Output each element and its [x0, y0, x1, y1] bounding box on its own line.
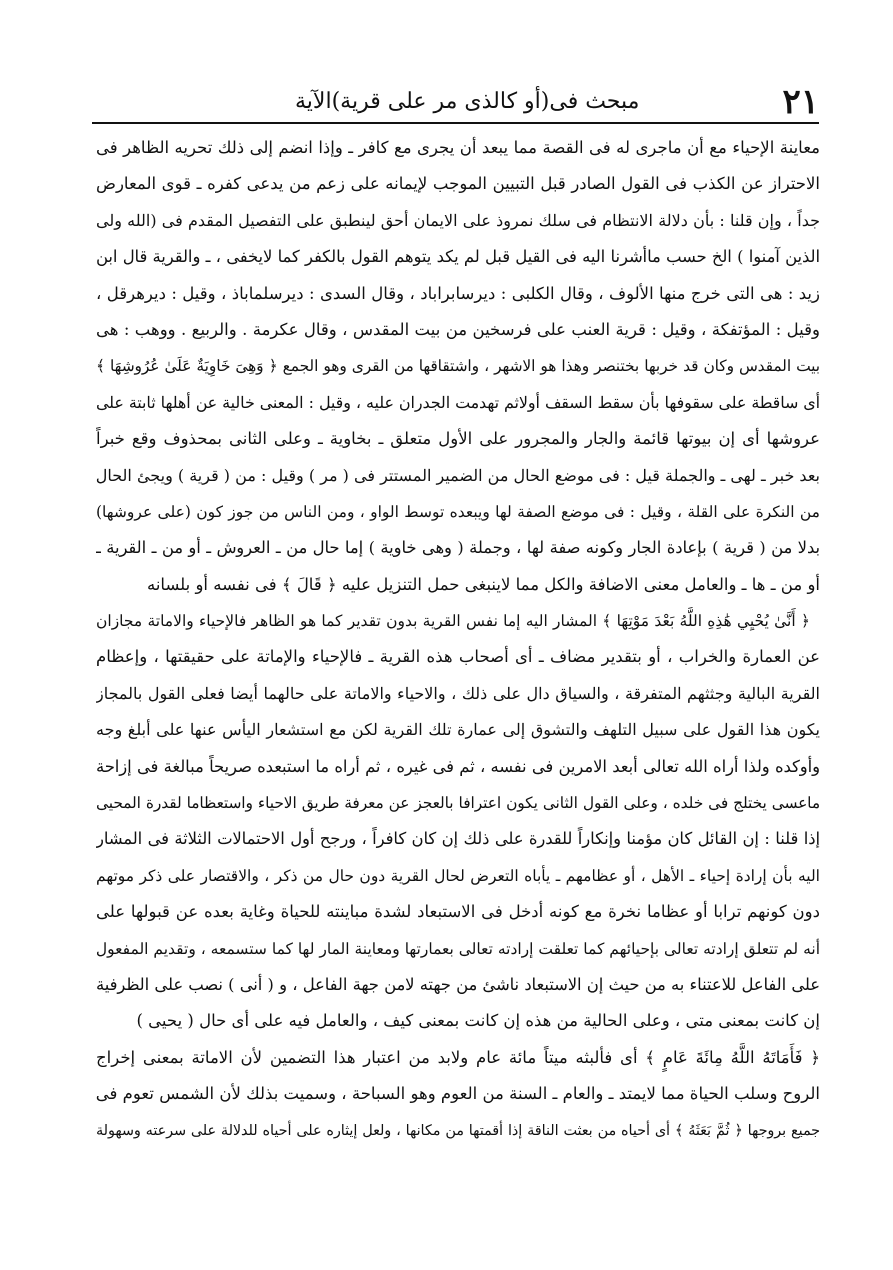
page-number: ٢١ [782, 82, 819, 122]
text-line: عن العمارة والخراب ، أو بتقدير مضاف ـ أى أصحاب هذه القرية ـ فالإحياء والإماتة على حقيقتها ، وإعظام [96, 647, 820, 667]
text-line: إن كانت بمعنى متى ، وعلى الحالية من هذه إن كانت بمعنى كيف ، والعامل فيه على أى حال ( يحيى ) [136, 1011, 820, 1031]
text-line: أنه لم تتعلق إرادته تعالى بإحيائهم كما تعلقت إرادته تعالى بعمارتها ومعاينة المار لها كما ستسمعه ، وتقديم المفعول [96, 939, 820, 958]
text-line: من النكرة على القلة ، وقيل : فى موضع الصفة لها ويبعده توسط الواو ، ومن الناس من جوز كون (على عروشها) [96, 502, 820, 521]
text-line: القرية البالية وجثثهم المتفرقة ، والسياق دال على ذلك ، والاحياء والاماتة على حالهما أيضا فعلى القول بالمجاز [96, 683, 820, 703]
text-line: الروح وسلب الحياة مما لايمتد ـ والعام ـ السنة من العوم وهو السباحة ، وسميت بذلك لأن الشمس تعوم فى [96, 1084, 820, 1104]
text-line: وقيل : المؤتفكة ، وقيل : قرية العنب على فرسخين من بيت المقدس ، وقال عكرمة . والربيع . ووهب : هى [96, 319, 820, 339]
text-line: بدلا من ( قرية ) بإعادة الجار وكونه صفة لها ، وجملة ( وهى خاوية ) إما حال من ـ العروش ـ أو من ـ القرية ـ [96, 538, 820, 558]
text-line: يكون هذا القول على سبيل التلهف والتشوق إلى عمارة تلك القرية لكن مع استشعار اليأس عنها على أبلغ وجه [96, 720, 820, 740]
text-line: جداً ، وإن قلنا : بأن دلالة الانتظام فى سلك نمروذ على الايمان أحق لينطبق على التفصيل المقدم فى (الله ولى [96, 210, 820, 230]
text-line: بيت المقدس وكان قد خربها بختنصر وهذا هو الاشهر ، واشتقاقها من القرى وهو الجمع ﴿ وَهِىَ خَاوِيَةٌ عَلَىٰ عُرُوشِهَا ﴾ [96, 357, 820, 376]
text-line: ﴿ فَأَمَاتَهُ اللَّهُ مِائَةَ عَامٍ ﴾ أى فألبثه ميتاً مائة عام ولابد من اعتبار هذا التضمين لأن الاماتة بمعنى إخراج [96, 1047, 820, 1067]
text-line: أو من ـ ها ـ والعامل معنى الاضافة والكل مما لاينبغى حمل التنزيل عليه ﴿ قَالَ ﴾ فى نفسه أو بلسانه [146, 574, 820, 594]
text-line: جميع بروجها ﴿ ثُمَّ بَعَثَهُ ﴾ أى أحياه من بعثت الناقة إذا أقمتها من مكانها ، ولعل إيثاره على أحياه للدلالة على سرعته وسهولة [96, 1122, 820, 1139]
text-line: أى ساقطة على سقوفها بأن سقط السقف أولاثم تهدمت الجدران عليه ، وقيل : المعنى خالية عن أهلها ثابتة على [96, 392, 820, 412]
text-line: إذا قلنا : إن القائل كان مؤمنا وإنكاراً للقدرة على ذلك إن كان كافراً ، ورجح أول الاحتمالات الثلاثة فى المشار [96, 829, 820, 849]
running-title: مبحث فى(أو كالذى مر على قرية)الآية [295, 89, 640, 114]
text-line: زيد : هى التى خرج منها الألوف ، وقال الكلبى : ديرسابراباد ، وقال السدى : ديرسلماباذ ، وقيل : ديرهرقل ، [96, 283, 820, 303]
text-line: الذين آمنوا ) الخ حسب ماأشرنا اليه فى القيل قبل لم يكد يتوهم القول بالكفر كما لايخفى ، ـ والقرية قال ابن [96, 247, 820, 267]
text-line: وأوكده ولذا أراه الله تعالى أبعد الامرين فى نفسه ، ثم فى غيره ، ثم أراه ما استبعده صريحاً مبالغة فى إزاحة [96, 756, 820, 776]
text-line: الاحتراز عن الكذب فى القول الصادر قبل التبيين الموجب لإيمانه على زعم من يدعى كفره ـ قوى المعارض [96, 174, 820, 194]
page-header [92, 82, 819, 124]
text-line: عروشها أى إن بيوتها قائمة والجار والمجرور على الأول متعلق ـ بخاوية ـ وعلى الثانى بمحذوف وقع خبراً [96, 429, 820, 449]
text-line: معاينة الإحياء مع أن ماجرى له فى القصة مما يبعد أن يجرى مع كافر ـ وإذا انضم إلى ذلك تحريه الظاهر فى [96, 138, 820, 157]
page-body [96, 130, 820, 1149]
text-line: ماعسى يختلج فى خلده ، وعلى القول الثانى يكون اعترافا بالعجز عن معرفة طريق الاحياء واستعظاما لقدرة المحيى [96, 794, 820, 813]
text-line: اليه بأن إرادة إحياء ـ الأهل ، أو عظامهم ـ يأباه التعرض لحال القرية دون حال من ذكر ، والاقتصار على ذكر موتهم [96, 866, 820, 885]
text-line: على الفاعل للاعتناء به من حيث إن الاستبعاد ناشئ من جهته لامن جهة الفاعل ، و ( أنى ) نصب على الظرفية [96, 974, 820, 994]
text-line: دون كونهم ترابا أو عظاما نخرة مع كونه أدخل فى الاستبعاد لشدة مباينته للحياة وغاية بعده عن قبولها على [96, 902, 820, 922]
text-line: ﴿ أَنَّىٰ يُحْيِي هَٰذِهِ اللَّهُ بَعْدَ مَوْتِهَا ﴾ المشار اليه إما نفس القرية بدون تقدير كما هو الظاهر فالإحياء والاماتة مجازان [96, 612, 810, 631]
text-line: بعد خبر ـ لهى ـ والجملة قيل : فى موضع الحال من الضمير المستتر فى ( مر ) وقيل : من ( قرية ) ويجئ الحال [96, 465, 820, 485]
